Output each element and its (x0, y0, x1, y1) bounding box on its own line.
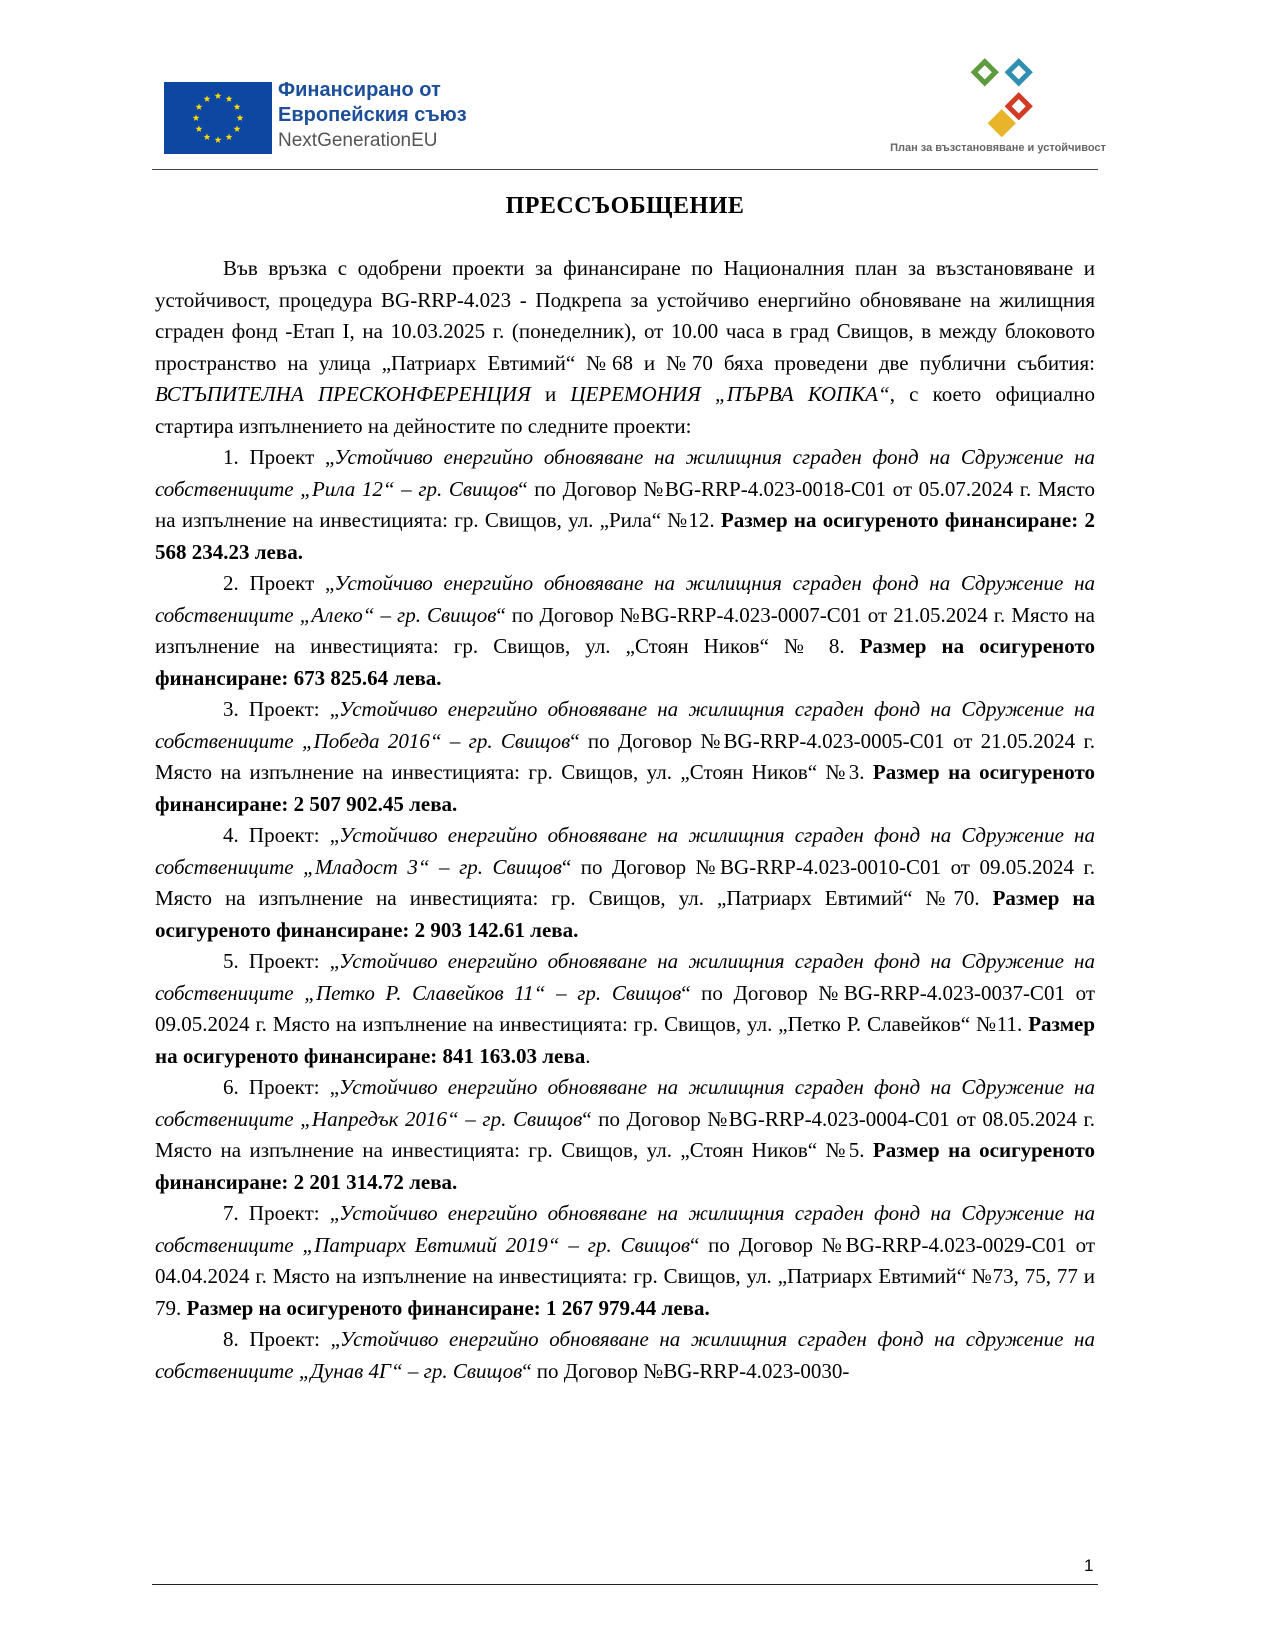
project-number: 3. Проект: „ (223, 697, 340, 721)
project-number: 2. Проект „ (223, 571, 335, 595)
project-funding: Размер на осигуреното финансиране: 2 903 142.61 лева. (155, 886, 1095, 942)
event-press-conference: ВСТЪПИТЕЛНА ПРЕСКОНФЕРЕНЦИЯ (155, 382, 531, 406)
project-details: “ по Договор №BG-RRP-4.023-0004-C01 от 08.05.2024 г. Място на изпълнение на инвестицията: гр. Свищов, ул. „Стоян Ников“ №5. (155, 1106, 1095, 1162)
project-number: 8. Проект: „ (223, 1327, 340, 1351)
project-funding: Размер на осигуреното финансиране: 1 267 979.44 лева. (186, 1295, 710, 1320)
eu-star-icon (237, 114, 244, 121)
eu-star-icon (215, 136, 222, 143)
eu-star-icon (196, 103, 203, 110)
eu-star-icon (226, 95, 233, 102)
eu-funding-label (278, 78, 467, 154)
project-item (155, 694, 1095, 820)
project-title: Устойчиво енергийно обновяване на жилищния сграден фонд на сдружение на собствениците „Дунав 4Г“ – гр. Свищов (155, 1327, 1095, 1383)
eu-star-icon (196, 125, 203, 132)
project-title: Устойчиво енергийно обновяване на жилищния сграден фонд на Сдружение на собствениците „Напредък 2016“ – гр. Свищов (155, 1075, 1095, 1131)
eu-funding-line3: NextGenerationEU (278, 130, 438, 151)
project-funding: Размер на осигуреното финансиране: 2 568 234.23 лева. (155, 508, 1095, 564)
project-title: Устойчиво енергийно обновяване на жилищния сграден фонд на Сдружение на собствениците „Рила 12“ – гр. Свищов (155, 445, 1095, 501)
project-item (155, 1198, 1095, 1324)
page-header (152, 0, 1106, 170)
project-title: Устойчиво енергийно обновяване на жилищния сграден фонд на Сдружение на собствениците „Патриарх Евтимий 2019“ – гр. Свищов (155, 1201, 1095, 1257)
project-number: 6. Проект: „ (223, 1075, 340, 1099)
intro-paragraph (155, 253, 1095, 442)
eu-star-icon (234, 103, 241, 110)
project-funding: Размер на осигуреното финансиране: 841 163.03 лева (155, 1012, 1095, 1068)
project-item (155, 1072, 1095, 1198)
eu-star-icon (193, 114, 200, 121)
project-item (155, 568, 1095, 694)
recovery-plan-emblem-icon (956, 52, 1056, 152)
eu-star-icon (215, 92, 222, 99)
project-number: 5. Проект: „ (223, 949, 340, 973)
project-details: “ по Договор №BG-RRP-4.023-0029-C01 от 04.04.2024 г. Място на изпълнение на инвестицията: гр. Свищов, ул. „Патриарх Евтимий“ №73, 75, 77 и 79. (155, 1232, 1095, 1320)
project-funding: Размер на осигуреното финансиране: 2 201 314.72 лева. (155, 1138, 1095, 1194)
project-number: 4. Проект: „ (223, 823, 340, 847)
intro-text-end: , с което официално стартира изпълнението на дейностите по следните проекти: (155, 382, 1095, 438)
project-number: 1. Проект „ (223, 445, 335, 469)
project-item: 5. Проект: „Устойчиво енергийно обновяване на жилищния сграден фонд на Сдружение на собствениците „Петко Р. Славейков 11“ – гр. Свищов“ по Договор №BG-RRP-4.023-0037-C01 от 09.05.2024 г. Място на изпълнение на инвестицията: гр. Свищов, ул. „Петко Р. Славейков“ №11. Размер на осигуреното финансиране: 841 163.03 лева. (155, 949, 1095, 1068)
header-divider (152, 169, 1098, 170)
project-number: 7. Проект: „ (223, 1201, 340, 1225)
intro-text: Във връзка с одобрени проекти за финансиране по Националния план за възстановяване и устойчивост, процедура BG-RRP-4.023 - Подкрепа за устойчиво енергийно обновяване на жилищния сграден фонд -Етап I, на 10.03.2025 г. (понеделник), от 10.00 часа в град Свищов, в между блоковото пространство на улица „Патриарх Евтимий“ №68 и №70 бяха проведени две публични събития: (155, 256, 1095, 375)
project-title: Устойчиво енергийно обновяване на жилищния сграден фонд на Сдружение на собствениците „Петко Р. Славейков 11“ – гр. Свищов (155, 949, 1095, 1005)
eu-flag-icon (164, 82, 272, 154)
project-item (155, 820, 1095, 946)
project-title: Устойчиво енергийно обновяване на жилищния сграден фонд на Сдружение на собствениците „Алеко“ – гр. Свищов (155, 571, 1095, 627)
recovery-plan-logo (868, 52, 1128, 162)
recovery-plan-caption: План за възстановяване и устойчивост (890, 142, 1106, 154)
footer-divider (152, 1584, 1098, 1585)
eu-funding-line1: Финансирано от (278, 79, 441, 101)
project-funding: Размер на осигуреното финансиране: 673 825.64 лева. (155, 634, 1095, 690)
project-details: “ по Договор №BG-RRP-4.023-0018-C01 от 05.07.2024 г. Място на изпълнение на инвестицията: гр. Свищов, ул. „Рила“ №12. (155, 476, 1095, 532)
page-number: 1 (1084, 1556, 1094, 1575)
project-details: “ по Договор №BG-RRP-4.023-0010-C01 от 09.05.2024 г. Място на изпълнение на инвестицията: гр. Свищов, ул. „Патриарх Евтимий“ №70. (155, 854, 1095, 910)
project-details: “ по Договор №BG-RRP-4.023-0030- (522, 1358, 850, 1383)
document-title: ПРЕССЪОБЩЕНИЕ (505, 193, 745, 219)
eu-funding-line2: Европейския съюз (278, 104, 467, 126)
event-first-dig-ceremony: ЦЕРЕМОНИЯ „ПЪРВА КОПКА“ (570, 382, 890, 406)
eu-star-icon (204, 133, 211, 140)
eu-star-icon (204, 95, 211, 102)
project-funding: Размер на осигуреното финансиране: 2 507 902.45 лева. (155, 760, 1095, 816)
project-details: “ по Договор №BG-RRP-4.023-0007-C01 от 21.05.2024 г. Място на изпълнение на инвестицията: гр. Свищов, ул. „Стоян Ников“ № 8. (155, 602, 1095, 658)
project-details: “ по Договор №BG-RRP-4.023-0005-C01 от 21.05.2024 г. Място на изпълнение на инвестицията: гр. Свищов, ул. „Стоян Ников“ №3. (155, 728, 1095, 784)
project-title: Устойчиво енергийно обновяване на жилищния сграден фонд на Сдружение на собствениците „Победа 2016“ – гр. Свищов (155, 697, 1095, 753)
document-body (155, 253, 1095, 1387)
intro-text-connector: и (530, 382, 571, 406)
eu-star-icon (226, 133, 233, 140)
eu-star-icon (234, 125, 241, 132)
project-title: Устойчиво енергийно обновяване на жилищния сграден фонд на Сдружение на собствениците „Младост 3“ – гр. Свищов (155, 823, 1095, 879)
project-item (155, 1324, 1095, 1387)
project-item (155, 442, 1095, 568)
project-details: “ по Договор №BG-RRP-4.023-0037-C01 от 09.05.2024 г. Място на изпълнение на инвестицията: гр. Свищов, ул. „Петко Р. Славейков“ №11. (155, 980, 1095, 1036)
